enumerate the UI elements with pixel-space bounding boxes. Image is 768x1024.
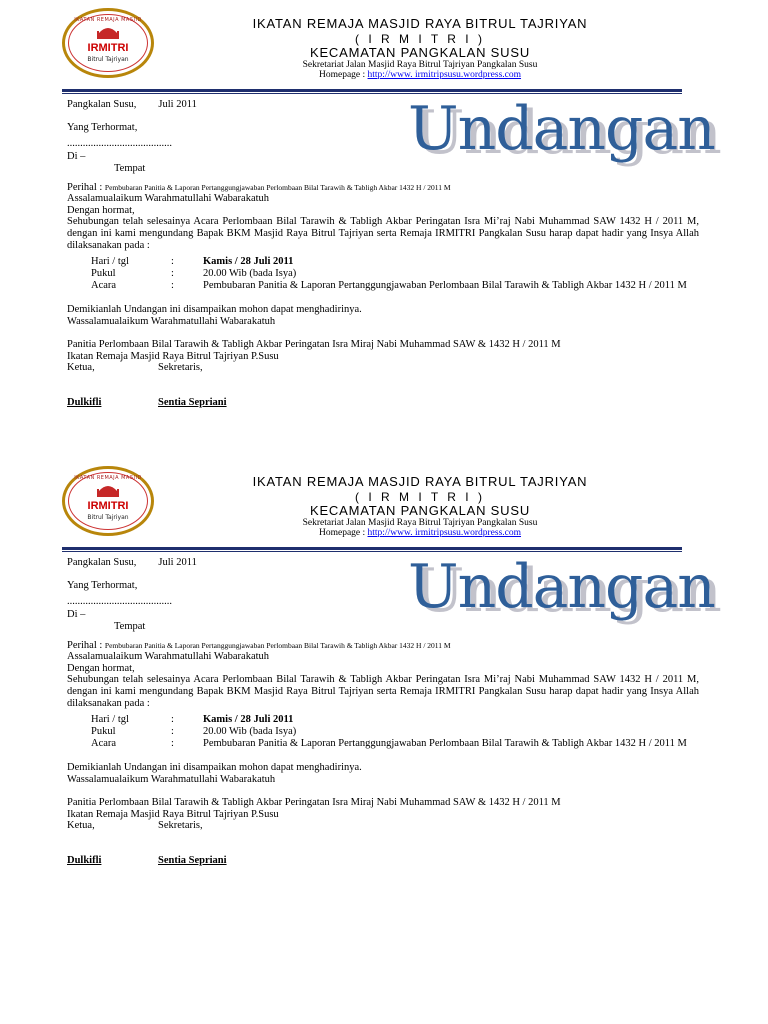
closing-line: Demikianlah Undangan ini disampaikan mohon dapat menghadirinya. xyxy=(67,762,362,773)
sekretaris-label: Sekretaris, xyxy=(158,362,203,373)
place-date: Pangkalan Susu, Juli 2011 xyxy=(67,557,197,568)
invitation-letter-1 xyxy=(0,0,768,458)
irmitri-logo: IKATAN REMAJA MASJID IRMITRI Bitrul Tajriyan xyxy=(62,8,154,78)
recipient-place: Tempat xyxy=(114,621,146,632)
detail-value: 20.00 Wib (bada Isya) xyxy=(203,268,297,279)
salam-closing: Wassalamualaikum Warahmatullahi Wabarakatuh xyxy=(67,316,276,327)
ketua-label: Ketua, xyxy=(67,362,95,373)
org-homepage: Homepage : http://www. irmitripsusu.wordpress.com xyxy=(318,528,522,538)
recipient-salutation: Yang Terhormat, xyxy=(67,580,138,591)
mosque-dome-icon xyxy=(97,27,119,39)
invitation-letter-2 xyxy=(0,458,768,916)
header-rule xyxy=(62,89,682,92)
detail-sep: : xyxy=(171,714,174,725)
detail-value: Pembubaran Panitia & Laporan Pertanggungjawaban Perlombaan Bilal Tarawih & Tabligh Akbar 1432 H / 2011 M xyxy=(203,280,687,291)
detail-value: Pembubaran Panitia & Laporan Pertanggungjawaban Perlombaan Bilal Tarawih & Tabligh Akbar 1432 H / 2011 M xyxy=(203,738,687,749)
detail-value: Kamis / 28 Juli 2011 xyxy=(203,714,294,725)
closing-line: Demikianlah Undangan ini disampaikan mohon dapat menghadirinya. xyxy=(67,304,362,315)
header-rule xyxy=(62,547,682,550)
detail-value: 20.00 Wib (bada Isya) xyxy=(203,726,297,737)
ketua-name: Dulkifli xyxy=(67,397,102,408)
irmitri-logo: IKATAN REMAJA MASJID IRMITRI Bitrul Tajriyan xyxy=(62,466,154,536)
letter-body: Sehubungan telah selesainya Acara Perlombaan Bilal Tarawih & Tabligh Akbar Peringatan Isra Mi’raj Nabi Muhammad SAW 1432 H / 2011 M, dengan ini kami mengundang Bapak BKM Masjid Raya Bitrul Tajriyan serta Remaja IRMITRI Pangkalan Susu harap dapat hadir yang Insya Allah dilaksanakan pada : xyxy=(67,216,699,251)
salam-closing: Wassalamualaikum Warahmatullahi Wabarakatuh xyxy=(67,774,276,785)
recipient-di: Di – xyxy=(67,151,86,162)
detail-sep: : xyxy=(171,726,174,737)
detail-key: Hari / tgl xyxy=(91,714,129,725)
org-abbr: ( I R M I T R I ) xyxy=(355,490,485,504)
org-name: IKATAN REMAJA MASJID RAYA BITRUL TAJRIYAN xyxy=(252,474,588,489)
recipient-place: Tempat xyxy=(114,163,146,174)
detail-key: Acara xyxy=(91,738,117,749)
org-secretariat: Sekretariat Jalan Masjid Raya Bitrul Tajriyan Pangkalan Susu xyxy=(302,60,538,70)
org-homepage: Homepage : http://www. irmitripsusu.wordpress.com xyxy=(318,70,522,80)
greeting: Dengan hormat, xyxy=(67,205,135,216)
subject-line: Perihal : Pembubaran Panitia & Laporan Pertanggungjawaban Perlombaan Bilal Tarawih & Tabligh Akbar 1432 H / 2011 M xyxy=(67,640,451,651)
org-secretariat: Sekretariat Jalan Masjid Raya Bitrul Tajriyan Pangkalan Susu xyxy=(302,518,538,528)
homepage-link[interactable]: http://www. irmitripsusu.wordpress.com xyxy=(367,70,522,80)
org-district: KECAMATAN PANGKALAN SUSU xyxy=(309,503,531,518)
place-date: Pangkalan Susu, Juli 2011 xyxy=(67,99,197,110)
org-district: KECAMATAN PANGKALAN SUSU xyxy=(309,45,531,60)
org-name: IKATAN REMAJA MASJID RAYA BITRUL TAJRIYAN xyxy=(252,16,588,31)
sekretaris-name: Sentia Sepriani xyxy=(158,397,227,408)
subject-line: Perihal : Pembubaran Panitia & Laporan Pertanggungjawaban Perlombaan Bilal Tarawih & Tabligh Akbar 1432 H / 2011 M xyxy=(67,182,451,193)
letter-title: Undangan xyxy=(408,94,715,164)
sekretaris-label: Sekretaris, xyxy=(158,820,203,831)
greeting: Dengan hormat, xyxy=(67,663,135,674)
detail-sep: : xyxy=(171,738,174,749)
committee-line: Panitia Perlombaan Bilal Tarawih & Tabligh Akbar Peringatan Isra Miraj Nabi Muhammad SAW & 1432 H / 2011 M xyxy=(67,797,561,808)
committee-line: Panitia Perlombaan Bilal Tarawih & Tabligh Akbar Peringatan Isra Miraj Nabi Muhammad SAW & 1432 H / 2011 M xyxy=(67,339,561,350)
org-abbr: ( I R M I T R I ) xyxy=(355,32,485,46)
detail-key: Acara xyxy=(91,280,117,291)
detail-key: Pukul xyxy=(91,726,116,737)
sekretaris-name: Sentia Sepriani xyxy=(158,855,227,866)
recipient-blank: ........................................ xyxy=(67,596,172,607)
ketua-name: Dulkifli xyxy=(67,855,102,866)
ketua-label: Ketua, xyxy=(67,820,95,831)
detail-value: Kamis / 28 Juli 2011 xyxy=(203,256,294,267)
homepage-link[interactable]: http://www. irmitripsusu.wordpress.com xyxy=(367,528,522,538)
salam-opening: Assalamualaikum Warahmatullahi Wabarakatuh xyxy=(67,193,270,204)
letter-title: Undangan xyxy=(408,552,715,622)
detail-sep: : xyxy=(171,268,174,279)
detail-sep: : xyxy=(171,280,174,291)
recipient-di: Di – xyxy=(67,609,86,620)
org-footer: Ikatan Remaja Masjid Raya Bitrul Tajriyan P.Susu xyxy=(67,809,279,820)
letter-body: Sehubungan telah selesainya Acara Perlombaan Bilal Tarawih & Tabligh Akbar Peringatan Isra Mi’raj Nabi Muhammad SAW 1432 H / 2011 M, dengan ini kami mengundang Bapak BKM Masjid Raya Bitrul Tajriyan serta Remaja IRMITRI Pangkalan Susu harap dapat hadir yang Insya Allah dilaksanakan pada : xyxy=(67,674,699,709)
mosque-dome-icon xyxy=(97,485,119,497)
recipient-salutation: Yang Terhormat, xyxy=(67,122,138,133)
salam-opening: Assalamualaikum Warahmatullahi Wabarakatuh xyxy=(67,651,270,662)
detail-sep: : xyxy=(171,256,174,267)
detail-key: Pukul xyxy=(91,268,116,279)
detail-key: Hari / tgl xyxy=(91,256,129,267)
recipient-blank: ........................................ xyxy=(67,138,172,149)
org-footer: Ikatan Remaja Masjid Raya Bitrul Tajriyan P.Susu xyxy=(67,351,279,362)
